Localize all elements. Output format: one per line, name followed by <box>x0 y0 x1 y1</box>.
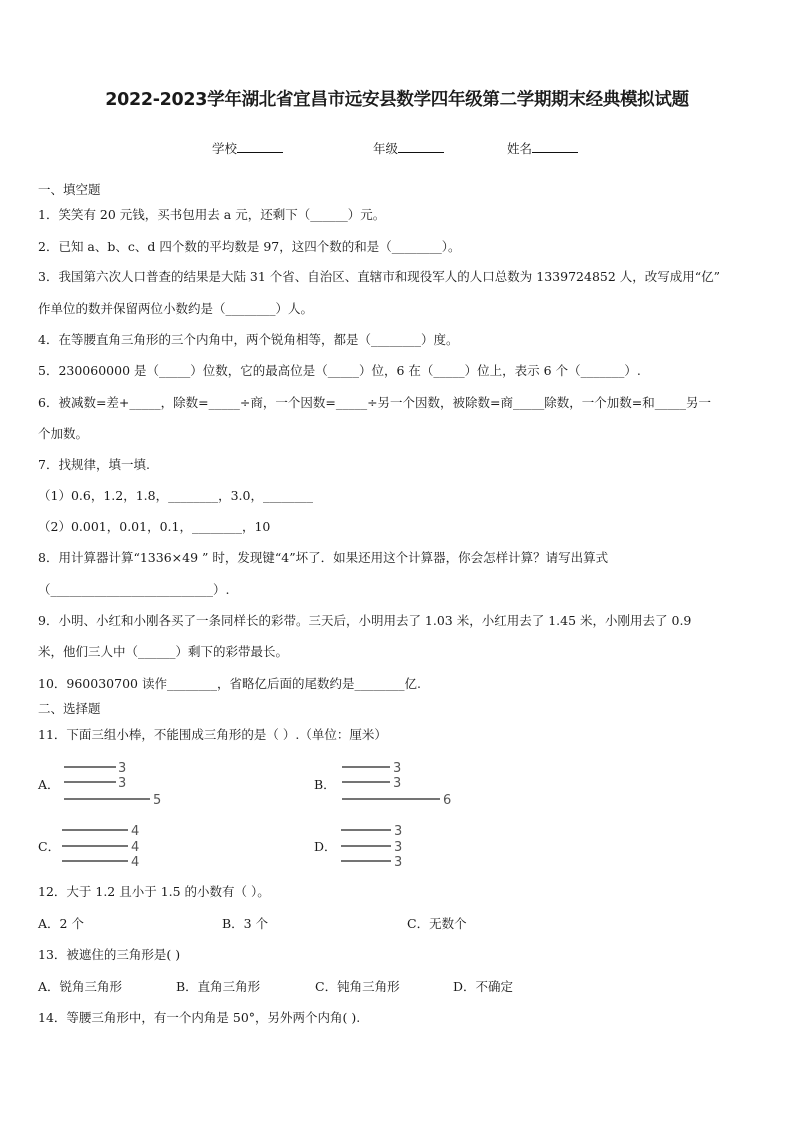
stick-length-label: 3 <box>118 761 127 776</box>
section-fill-heading: 一、填空题 <box>38 182 101 197</box>
q13-options <box>38 977 762 995</box>
stick <box>342 776 401 791</box>
q12-options <box>38 914 762 932</box>
question-7-part-1: （1）0.6，1.2，1.8，________，3.0，________ <box>38 488 313 503</box>
question-8-line-1: 8．用计算器计算“1336×49 ” 时，发现键“4”坏了．如果还用这个计算器，你会怎样计算？请写出算式 <box>38 550 609 565</box>
stick <box>64 761 126 776</box>
section-choice-heading: 二、选择题 <box>38 701 101 716</box>
stick-length-label: 3 <box>118 776 127 791</box>
stick-diagram-b <box>342 760 462 808</box>
question-3-line-1: 3．我国第六次人口普查的结果是大陆 31 个省、自治区、直辖市和现役军人的人口总数为 1339724852 人，改写成用“亿” <box>38 269 721 284</box>
stick <box>341 824 402 839</box>
question-2: 2．已知 a、b、c、d 四个数的平均数是 97，这四个数的和是（________）。 <box>38 239 461 254</box>
name-field[interactable] <box>507 139 578 157</box>
question-11: 11．下面三组小棒，不能围成三角形的是（ ）.（单位：厘米） <box>38 727 387 742</box>
stick <box>64 776 126 791</box>
stick <box>62 855 139 870</box>
q11-option-d-label[interactable]: D． <box>314 839 337 854</box>
grade-blank[interactable] <box>398 140 444 153</box>
q11-option-b-sticks <box>342 760 462 808</box>
stick <box>341 840 402 855</box>
q13-option-a[interactable]: A．锐角三角形 <box>38 979 123 994</box>
q13-option-b[interactable]: B．直角三角形 <box>176 979 261 994</box>
stick <box>62 840 139 855</box>
question-6-line-2: 个加数。 <box>38 426 89 441</box>
grade-label: 年级 <box>373 141 399 156</box>
q12-option-c[interactable]: C．无数个 <box>407 916 467 931</box>
stick-length-label: 3 <box>394 840 403 855</box>
question-9-line-1: 9．小明、小红和小刚各买了一条同样长的彩带。三天后，小明用去了 1.03 米，小红用去了 1.45 米，小刚用去了 0.9 <box>38 613 692 628</box>
q11-option-c-sticks <box>62 823 152 871</box>
q13-option-d[interactable]: D．不确定 <box>453 979 514 994</box>
q13-option-c[interactable]: C．钝角三角形 <box>315 979 400 994</box>
name-blank[interactable] <box>532 140 578 153</box>
stick-length-label: 4 <box>131 840 140 855</box>
q11-option-b-label[interactable]: B． <box>314 777 336 792</box>
q11-option-a-sticks <box>64 760 174 808</box>
question-10: 10．960030700 读作________，省略亿后面的尾数约是________亿. <box>38 676 421 691</box>
q11-option-c-label[interactable]: C． <box>38 839 61 854</box>
name-label: 姓名 <box>507 141 533 156</box>
stick-length-label: 6 <box>443 793 452 808</box>
grade-field[interactable] <box>373 139 444 157</box>
school-label: 学校 <box>212 141 238 156</box>
stick <box>62 824 139 839</box>
stick-length-label: 3 <box>393 761 402 776</box>
question-7-part-2: （2）0.001，0.01，0.1，________，10 <box>38 519 271 534</box>
stick <box>341 855 402 870</box>
question-3-line-2: 作单位的数并保留两位小数约是（________）人。 <box>38 301 314 316</box>
stick-length-label: 3 <box>394 824 403 839</box>
school-field[interactable] <box>212 139 283 157</box>
stick-length-label: 4 <box>131 824 140 839</box>
stick <box>342 793 451 808</box>
stick <box>64 793 161 808</box>
question-6-line-1: 6．被减数=差+_____，除数=_____÷商，一个因数=_____÷另一个因数，被除数=商_____除数，一个加数=和_____另一 <box>38 395 711 410</box>
q12-option-b[interactable]: B．3 个 <box>222 916 269 931</box>
question-12: 12．大于 1.2 且小于 1.5 的小数有（ ）。 <box>38 884 270 899</box>
stick-diagram-d <box>341 823 421 871</box>
stick-diagram-c <box>62 823 152 871</box>
stick <box>342 761 401 776</box>
school-blank[interactable] <box>237 140 283 153</box>
page-title: 2022-2023学年湖北省宜昌市远安县数学四年级第二学期期末经典模拟试题 <box>105 90 689 110</box>
question-4: 4．在等腰直角三角形的三个内角中，两个锐角相等，都是（________）度。 <box>38 332 459 347</box>
question-7: 7．找规律，填一填. <box>38 457 150 472</box>
question-9-line-2: 米，他们三人中（______）剩下的彩带最长。 <box>38 644 289 659</box>
stick-length-label: 3 <box>394 855 403 870</box>
stick-diagram-a <box>64 760 174 808</box>
question-1: 1．笑笑有 20 元钱，买书包用去 a 元，还剩下（______）元。 <box>38 207 386 222</box>
question-5: 5．230060000 是（_____）位数，它的最高位是（_____）位，6 在（_____）位上，表示 6 个（_______）. <box>38 363 641 378</box>
q12-option-a[interactable]: A．2 个 <box>38 916 84 931</box>
question-14: 14．等腰三角形中，有一个内角是 50°，另外两个内角( ). <box>38 1010 361 1025</box>
q11-option-a-label[interactable]: A． <box>38 777 60 792</box>
question-8-line-2: （__________________________）. <box>38 582 230 597</box>
stick-length-label: 5 <box>153 793 162 808</box>
question-13: 13．被遮住的三角形是( ) <box>38 947 181 962</box>
q11-option-d-sticks <box>341 823 421 871</box>
stick-length-label: 4 <box>131 855 140 870</box>
student-info-fields <box>0 139 794 159</box>
stick-length-label: 3 <box>393 776 402 791</box>
